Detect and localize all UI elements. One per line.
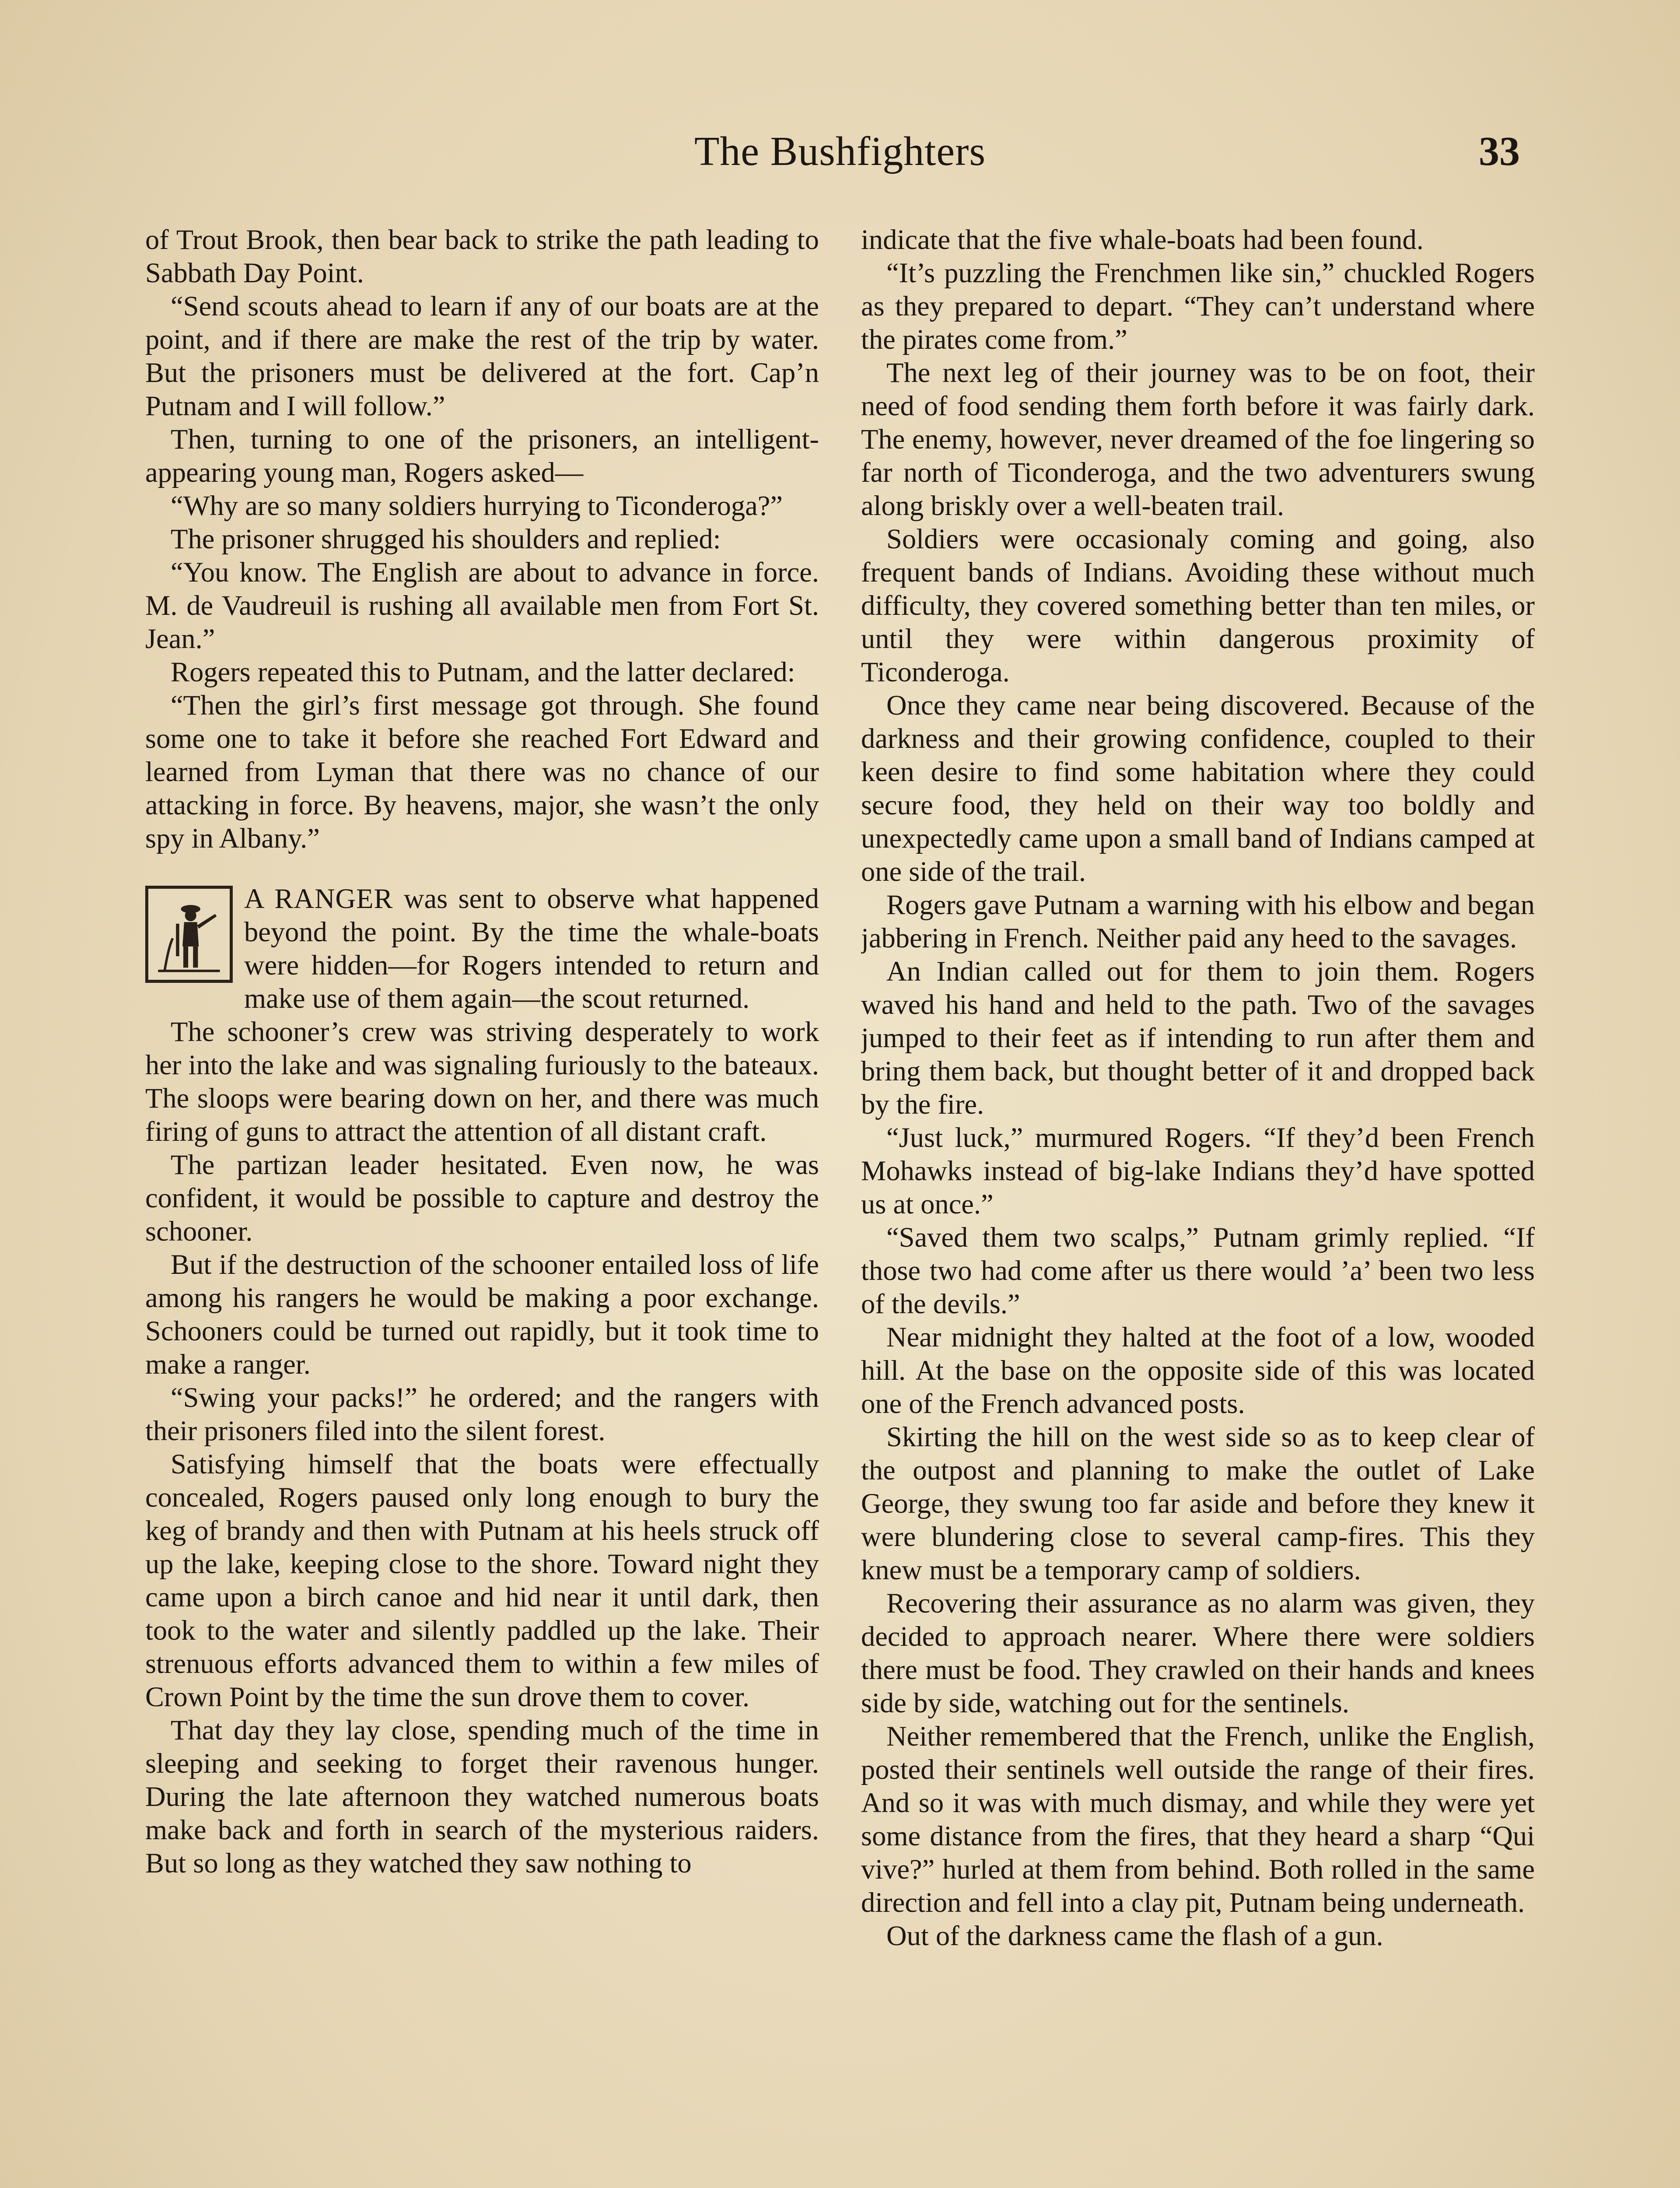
paragraph: “Saved them two scalps,” Putnam grimly replied. “If those two had come after us there would ’a’ been two less of the devils.” — [861, 1222, 1535, 1319]
paragraph: “Why are so many soldiers hurrying to Ticonderoga?” — [171, 490, 783, 521]
page-header — [0, 128, 1680, 189]
paragraph: Rogers repeated this to Putnam, and the latter declared: — [171, 656, 795, 687]
paragraph: indicate that the five whale-boats had been found. — [861, 224, 1424, 255]
paragraph: Recovering their assurance as no alarm was given, they decided to approach nearer. Where there were soldiers there must be food. They crawled on their hands and knees side by side, watching out for the sentinels. — [861, 1588, 1535, 1718]
paragraph: Soldiers were occasionaly coming and going, also frequent bands of Indians. Avoiding these without much difficulty, they covered something better than ten miles, or until they were within dangerous proximity of Ticonderoga. — [861, 523, 1535, 687]
paragraph: “You know. The English are about to advance in force. M. de Vaudreuil is rushing all available men from Fort St. Jean.” — [145, 557, 819, 654]
paragraph: “Send scouts ahead to learn if any of our boats are at the point, and if there are make the rest of the trip by water. But the prisoners must be delivered at the fort. Cap’n Putnam and I will follow.” — [145, 291, 819, 421]
section-break-paragraph — [145, 882, 819, 1015]
ranger-illustration-icon — [145, 886, 233, 983]
paragraph: “Just luck,” murmured Rogers. “If they’d been French Mohawks instead of big-lake Indians they’d have spotted us at once.” — [861, 1122, 1535, 1220]
paragraph: That day they lay close, spending much of the time in sleeping and seeking to forget their ravenous hunger. During the late afternoon they watched numerous boats make back and forth in search of the mysterious raiders. But so long as they watched they saw nothing to — [145, 1715, 819, 1879]
section-lead-in: A RANGER — [244, 883, 393, 914]
right-column — [861, 223, 1535, 2188]
left-column-paragraphs — [145, 223, 819, 855]
paragraph: “It’s puzzling the Frenchmen like sin,” chuckled Rogers as they prepared to depart. “They can’t understand where the pirates come from.” — [861, 257, 1535, 355]
paragraph: Skirting the hill on the west side so as to keep clear of the outpost and planning to make the outlet of Lake George, they swung too far aside and before they knew it were blundering close to several camp-fires. This they knew must be a temporary camp of soldiers. — [861, 1421, 1535, 1585]
paragraph: Once they came near being discovered. Because of the darkness and their growing confidence, coupled to their keen desire to find some habitation where they could secure food, they held on their way too boldly and unexpectedly came upon a small band of Indians camped at one side of the trail. — [861, 690, 1535, 887]
paragraph: An Indian called out for them to join them. Rogers waved his hand and held to the path. Two of the savages jumped to their feet as if intending to run after them and bring them back, but thought better of it and dropped back by the fire. — [861, 956, 1535, 1120]
paragraph: Then, turning to one of the prisoners, an intelligent-appearing young man, Rogers asked— — [145, 424, 819, 488]
paragraph: But if the destruction of the schooner entailed loss of life among his rangers he would be making a poor exchange. Schooners could be turned out rapidly, but it took time to make a ranger. — [145, 1249, 819, 1380]
section-break-text: was sent to observe what happened beyond the point. By the time the whale-boats were hidden—for Rogers intended to return and make use of them again—the scout returned. — [244, 883, 819, 1014]
paragraph: The schooner’s crew was striving desperately to work her into the lake and was signaling furiously to the bateaux. The sloops were bearing down on her, and there was much firing of guns to attract the attention of all distant craft. — [145, 1016, 819, 1147]
paragraph: Near midnight they halted at the foot of a low, wooded hill. At the base on the opposite side of this was located one of the French advanced posts. — [861, 1322, 1535, 1419]
left-column — [145, 223, 819, 2188]
paragraph: Satisfying himself that the boats were effectually concealed, Rogers paused only long enough to bury the keg of brandy and then with Putnam at his heels struck off up the lake, keeping close to the shore. Toward night they came upon a birch canoe and hid near it until dark, then took to the water and silently paddled up the lake. Their strenuous efforts advanced them to within a few miles of Crown Point by the time the sun drove them to cover. — [145, 1448, 819, 1712]
running-title: The Bushfighters — [694, 129, 986, 174]
left-column-paragraphs-continued — [145, 1015, 819, 1880]
right-column-paragraphs — [861, 223, 1535, 1953]
paragraph: “Swing your packs!” he ordered; and the rangers with their prisoners filed into the silent forest. — [145, 1382, 819, 1446]
paragraph: Neither remembered that the French, unlike the English, posted their sentinels well outside the range of their fires. And so it was with much dismay, and while they were yet some distance from the fires, that they heard a sharp “Qui vive?” hurled at them from behind. Both rolled in the same direction and fell into a clay pit, Putnam being underneath. — [861, 1721, 1535, 1918]
paragraph: The next leg of their journey was to be on foot, their need of food sending them forth before it was fairly dark. The enemy, however, never dreamed of the foe lingering so far north of Ticonderoga, and the two adventurers swung along briskly over a well-beaten trail. — [861, 357, 1535, 521]
paragraph: Out of the darkness came the flash of a gun. — [886, 1920, 1383, 1951]
paragraph: of Trout Brook, then bear back to strike the path leading to Sabbath Day Point. — [145, 224, 819, 288]
paragraph: The prisoner shrugged his shoulders and replied: — [171, 523, 721, 554]
page-number: 33 — [1479, 129, 1520, 174]
paragraph: The partizan leader hesitated. Even now, he was confident, it would be possible to capture and destroy the schooner. — [145, 1149, 819, 1247]
paragraph: “Then the girl’s first message got through. She found some one to take it before she reached Fort Edward and learned from Lyman that there was no chance of our attacking in force. By heavens, major, she wasn’t the only spy in Albany.” — [145, 690, 819, 854]
paragraph: Rogers gave Putnam a warning with his elbow and began jabbering in French. Neither paid any heed to the savages. — [861, 889, 1535, 954]
